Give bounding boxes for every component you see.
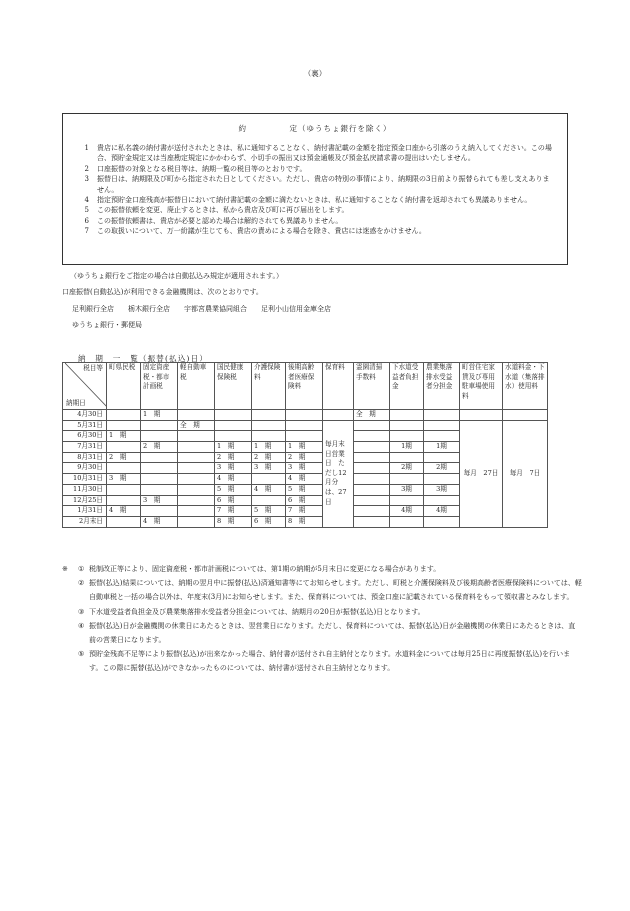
footnote-item: [62, 562, 582, 576]
period-cell: [141, 484, 178, 495]
period-cell: 1 期: [107, 431, 141, 442]
agreement-item-number: 1: [84, 144, 89, 152]
period-cell: [107, 420, 141, 431]
period-cell: [323, 410, 354, 421]
period-cell: 6 期: [286, 495, 323, 506]
period-cell: [390, 431, 424, 442]
schedule-header-row: [63, 363, 548, 410]
nursery-fee-cell: 毎月末日営業日 ただし12月分は、27日: [323, 420, 354, 527]
yucho-note: （ゆうちょ銀行をご指定の場合は自動払込み規定が適用されます。）: [70, 272, 283, 280]
period-cell: [252, 410, 286, 421]
footnote-item: [62, 576, 582, 604]
period-cell: [178, 410, 215, 421]
period-cell: [354, 442, 390, 453]
due-date-cell: 2月末日: [63, 516, 107, 527]
agreement-item: [73, 164, 553, 174]
bank-name: 足利銀行全店: [72, 305, 114, 313]
period-cell: [286, 420, 323, 431]
period-cell: [215, 410, 252, 421]
period-cell: [390, 420, 424, 431]
agreement-item-text: 貴店に私名義の納付書が送付されたときは、私に通知することなく、納付書記載の金額を指定預金口座から引落のうえ納入してください。この場合、預貯金規定又は当座勘定規定にかかわらず、小切手の振出又は預金通帳及び預金払戻請求書の提出はいたしません。: [97, 144, 552, 163]
period-cell: [354, 431, 390, 442]
period-cell: [424, 420, 460, 431]
period-cell: [141, 463, 178, 474]
period-cell: [178, 506, 215, 517]
column-header: 介護保険料: [252, 363, 286, 410]
period-cell: 2 期: [215, 452, 252, 463]
period-cell: 3期: [424, 484, 460, 495]
agreement-item: [73, 143, 553, 164]
yucho-bank-name: ゆうちょ銀行・郵便局: [72, 321, 142, 329]
footnote-number: ③: [78, 607, 85, 616]
water-fee-cell: [503, 410, 548, 421]
footnote-text: 振替(払込)結果については、納期の翌月中に振替(払込)済通知書等にてお知らせします。ただし、町税と介護保険料及び後期高齢者医療保険料については、軽自動車税と一括の場合以外は、年度末(3月)にお知らせします。また、保育料については、預金口座に記載されている保育料をもって領収書とみなします。: [89, 579, 582, 602]
period-cell: [107, 495, 141, 506]
due-date-cell: 7月31日: [63, 442, 107, 453]
period-cell: [178, 516, 215, 527]
period-cell: 8 期: [286, 516, 323, 527]
period-cell: [390, 516, 424, 527]
column-header: 霊園清掃手数料: [354, 363, 390, 410]
period-cell: 2 期: [286, 452, 323, 463]
period-cell: [178, 431, 215, 442]
period-cell: [390, 410, 424, 421]
period-cell: 8 期: [215, 516, 252, 527]
period-cell: 7 期: [215, 506, 252, 517]
bank-name: 栃木銀行全店: [128, 305, 170, 313]
period-cell: [354, 420, 390, 431]
agreement-item: [73, 195, 553, 205]
agreement-item: [73, 205, 553, 215]
agreement-list: [73, 143, 553, 237]
footnote-number: ⑤: [78, 650, 85, 659]
agreement-item-number: 5: [84, 206, 89, 215]
period-cell: [107, 442, 141, 453]
agreement-item-text: 指定預貯金口座残高が振替日において納付書記載の金額に満たないときは、私に通知することなく納付書を返却されても異議ありません。: [97, 196, 532, 205]
period-cell: [424, 474, 460, 485]
period-cell: 1 期: [252, 442, 286, 453]
period-cell: 2期: [424, 463, 460, 474]
period-cell: 3 期: [215, 463, 252, 474]
column-header: 下水道受益者負担金: [390, 363, 424, 410]
housing-fee-cell: [460, 410, 503, 421]
column-header: 軽自動車税: [178, 363, 215, 410]
agreement-item-number: 3: [84, 175, 89, 184]
period-cell: [424, 516, 460, 527]
period-cell: 2期: [390, 463, 424, 474]
agreement-item: [73, 174, 553, 195]
agreement-item: [73, 226, 553, 236]
column-header: 後期高齢者医療保険料: [286, 363, 323, 410]
period-cell: [252, 431, 286, 442]
column-header: 固定資産税・都市計画税: [141, 363, 178, 410]
period-cell: 1 期: [215, 442, 252, 453]
footnote-text: 税制改正等により、固定資産税・都市計画税については、第1期の納期が5月末日に変更になる場合があります。: [89, 565, 441, 573]
period-cell: [354, 463, 390, 474]
period-cell: [141, 420, 178, 431]
footnote-text: 下水道受益者負担金及び農業集落排水受益者分担金については、納期月の20日が振替(払込)日となります。: [89, 607, 425, 616]
period-cell: 4 期: [252, 484, 286, 495]
due-date-cell: 9月30日: [63, 463, 107, 474]
corner-label-date: 納期日: [66, 399, 86, 408]
period-cell: 1期: [390, 442, 424, 453]
period-cell: [354, 495, 390, 506]
period-cell: 4 期: [215, 474, 252, 485]
footnote-number: ①: [78, 565, 85, 573]
period-cell: [178, 442, 215, 453]
period-cell: [252, 474, 286, 485]
corner-header-cell: [63, 363, 107, 410]
period-cell: [390, 474, 424, 485]
period-cell: [354, 452, 390, 463]
period-cell: [178, 474, 215, 485]
period-cell: 7 期: [286, 506, 323, 517]
schedule-title: 納 期 一 覧（振替(払込)日）: [78, 354, 209, 363]
period-cell: [178, 495, 215, 506]
period-cell: 5 期: [252, 506, 286, 517]
agreement-item-number: 2: [84, 164, 89, 173]
water-fee-cell: 毎月 7日: [503, 420, 548, 527]
period-cell: [178, 452, 215, 463]
schedule-row: [63, 410, 548, 421]
footnote-number: ④: [78, 621, 85, 630]
period-cell: 全 期: [178, 420, 215, 431]
period-cell: [141, 474, 178, 485]
period-cell: 4 期: [286, 474, 323, 485]
due-date-cell: 12月25日: [63, 495, 107, 506]
period-cell: [252, 495, 286, 506]
agreement-item: [73, 216, 553, 226]
period-cell: [178, 463, 215, 474]
period-cell: [390, 495, 424, 506]
due-date-cell: 4月30日: [63, 410, 107, 421]
period-cell: [215, 420, 252, 431]
period-cell: [107, 484, 141, 495]
column-header: 農業集落排水受益者分担金: [424, 363, 460, 410]
due-date-cell: 10月31日: [63, 474, 107, 485]
agreement-item-text: この取扱いについて、万一紛議が生じても、貴店の責めによる場合を除き、貴店には迷惑をかけません。: [97, 227, 426, 236]
period-cell: [286, 410, 323, 421]
housing-fee-cell: 毎月 27日: [460, 420, 503, 527]
period-cell: 1 期: [141, 410, 178, 421]
period-cell: 1期: [424, 442, 460, 453]
period-cell: [178, 484, 215, 495]
agreement-item-number: 4: [84, 196, 89, 205]
period-cell: 5 期: [215, 484, 252, 495]
period-cell: 4期: [390, 506, 424, 517]
back-side-label: （裏）: [303, 69, 327, 78]
period-cell: [390, 452, 424, 463]
period-cell: 4 期: [141, 516, 178, 527]
column-header: 町営住宅家賃及び専用駐車場使用料: [460, 363, 503, 410]
agreement-box: [62, 113, 568, 265]
footnote-text: 預貯金残高不足等により振替(払込)が出来なかった場合、納付書が送付され自主納付となります。水道料金については毎月25日に再度振替(払込)を行います。この際に振替(払込)ができなかったものについては、納付書が送付され自主納付となります。: [89, 650, 571, 673]
footnote-item: [62, 647, 582, 675]
period-cell: [354, 484, 390, 495]
period-cell: 3 期: [141, 495, 178, 506]
period-cell: 3期: [390, 484, 424, 495]
period-cell: [424, 410, 460, 421]
period-cell: 2 期: [252, 452, 286, 463]
period-cell: 6 期: [252, 516, 286, 527]
period-cell: [107, 463, 141, 474]
period-cell: 3 期: [107, 474, 141, 485]
period-cell: [107, 410, 141, 421]
period-cell: [354, 474, 390, 485]
period-cell: [354, 506, 390, 517]
period-cell: 4 期: [107, 506, 141, 517]
period-cell: [141, 506, 178, 517]
column-header: 保育料: [323, 363, 354, 410]
footnote-number: ②: [78, 579, 85, 588]
payment-schedule-table: [62, 362, 548, 528]
footnote-item: [62, 605, 582, 619]
bank-list: [72, 304, 331, 314]
period-cell: [141, 452, 178, 463]
period-cell: 1 期: [286, 442, 323, 453]
institutions-intro: 口座振替(自動払込)が利用できる金融機関は、次のとおりです。: [62, 288, 263, 296]
column-header: 水道料金・下水道（集落排水）使用料: [503, 363, 548, 410]
period-cell: [354, 516, 390, 527]
period-cell: 5 期: [286, 484, 323, 495]
agreement-item-text: 振替日は、納期限及び町から指定された日としてください。ただし、貴店の特別の事情により、納期限の3日前より振替られても差し支えありません。: [97, 175, 550, 194]
agreement-title: 約 定（ゆうちょ銀行を除く）: [238, 124, 392, 133]
due-date-cell: 1月31日: [63, 506, 107, 517]
due-date-cell: 5月31日: [63, 420, 107, 431]
bank-name: 足利小山信用金庫全店: [261, 305, 331, 313]
footnotes: [62, 562, 582, 676]
period-cell: [424, 452, 460, 463]
period-cell: 6 期: [215, 495, 252, 506]
due-date-cell: 11月30日: [63, 484, 107, 495]
agreement-item-text: 口座振替の対象となる税目等は、納期一覧の税目等のとおりです。: [97, 164, 307, 173]
period-cell: [141, 431, 178, 442]
period-cell: [424, 495, 460, 506]
footnote-text: 振替(払込)日が金融機関の休業日にあたるときは、翌営業日になります。ただし、保育料については、振替(払込)日が金融機関の休業日にあたるときは、直前の営業日になります。: [89, 621, 576, 645]
period-cell: 3 期: [286, 463, 323, 474]
agreement-item-text: この振替依頼書は、貴店が必要と認めた場合は解約されても異議ありません。: [97, 216, 343, 225]
period-cell: 全 期: [354, 410, 390, 421]
period-cell: [424, 431, 460, 442]
due-date-cell: 8月31日: [63, 452, 107, 463]
agreement-item-text: この振替依頼を変更、廃止するときは、私から貴店及び町に再び届出をします。: [97, 206, 349, 215]
period-cell: [107, 516, 141, 527]
schedule-row: [63, 420, 548, 431]
period-cell: 2 期: [141, 442, 178, 453]
agreement-item-number: 7: [84, 227, 89, 236]
due-date-cell: 6月30日: [63, 431, 107, 442]
footnote-item: [62, 619, 582, 647]
period-cell: 3 期: [252, 463, 286, 474]
period-cell: 2 期: [107, 452, 141, 463]
period-cell: [252, 420, 286, 431]
period-cell: [286, 431, 323, 442]
footnote-mark: ※: [62, 565, 68, 573]
bank-name: 宇都宮農業協同組合: [184, 305, 247, 313]
column-header: 町県民税: [107, 363, 141, 410]
corner-label-tax: 税目等: [83, 364, 103, 372]
column-header: 国民健康保険税: [215, 363, 252, 410]
period-cell: [215, 431, 252, 442]
period-cell: 4期: [424, 506, 460, 517]
agreement-item-number: 6: [84, 216, 89, 225]
